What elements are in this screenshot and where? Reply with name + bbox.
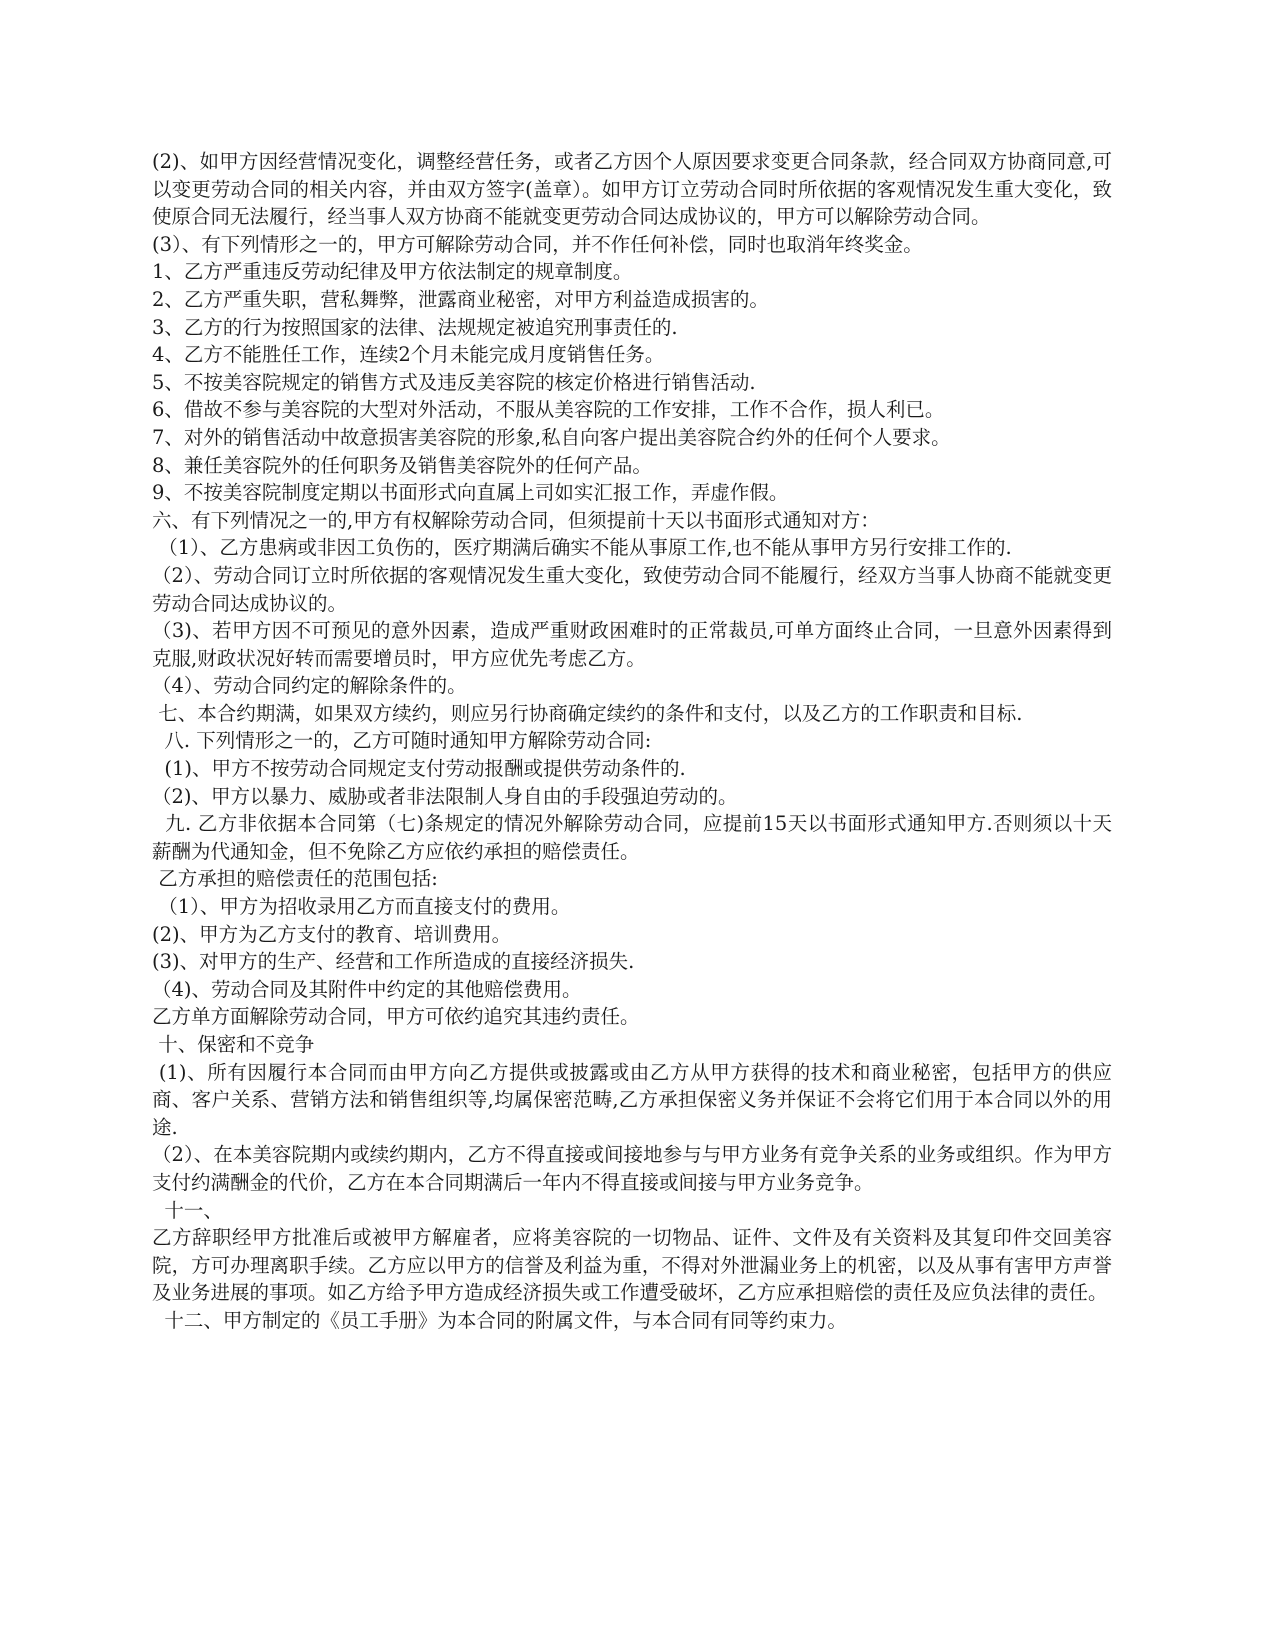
compensation-item-2: (2)、甲方为乙方支付的教育、培训费用。: [152, 922, 512, 946]
section-heading-8: 八. 下列情形之一的，乙方可随时通知甲方解除劳动合同:: [152, 729, 652, 753]
section-6-item-2: （2）、劳动合同订立时所依据的客观情况发生重大变化，致使劳动合同不能履行，经双方当事人协商不能就变更劳动合同达成协议的。: [152, 563, 1112, 615]
section-6-item-3: （3)、若甲方因不可预见的意外因素，造成严重财政困难时的正常裁员,可单方面终止合同，一旦意外因素得到克服,财政状况好转而需要增员时，甲方应优先考虑乙方。: [152, 619, 1112, 670]
section-heading-9: 九. 乙方非依据本合同第（七)条规定的情况外解除劳动合同，应提前15天以书面形式通知甲方.否则须以十天薪酬为代通知金，但不免除乙方应依约承担的赔偿责任。: [152, 812, 1112, 863]
section-8-item-1: (1)、甲方不按劳动合同规定支付劳动报酬或提供劳动条件的.: [152, 757, 686, 781]
section-6-item-1: （1）、乙方患病或非因工负伤的，医疗期满后确实不能从事原工作,也不能从事甲方另行安排工作的.: [152, 536, 1012, 560]
list-item-4: 4、乙方不能胜任工作，连续2个月未能完成月度销售任务。: [152, 343, 665, 367]
paragraph-clause-2: (2)、如甲方因经营情况变化，调整经营任务，或者乙方因个人原因要求变更合同条款，经合同双方协商同意,可以变更劳动合同的相关内容，并由双方签字(盖章）。如甲方订立劳动合同时所依据的客观情况发生重大变化，致使原合同无法履行，经当事人双方协商不能就变更劳动合同达成协议的，甲方可以解除劳动合同。: [152, 150, 1112, 229]
paragraph-clause-3: (3）、有下列情形之一的，甲方可解除劳动合同，并不作任何补偿，同时也取消年终奖金。: [152, 232, 923, 256]
compensation-item-3: (3)、对甲方的生产、经营和工作所造成的直接经济损失.: [152, 950, 635, 974]
compensation-item-1: （1）、甲方为招收录用乙方而直接支付的费用。: [152, 895, 571, 919]
list-item-5: 5、不按美容院规定的销售方式及违反美容院的核定价格进行销售活动.: [152, 370, 756, 394]
section-heading-6: 六、有下列情况之一的,甲方有权解除劳动合同，但须提前十天以书面形式通知对方：: [152, 508, 880, 532]
section-heading-12: 十二、甲方制定的《员工手册》为本合同的附属文件，与本合同有同等约束力。: [152, 1308, 847, 1332]
compensation-scope-heading: 乙方承担的赔偿责任的范围包括:: [152, 867, 438, 891]
section-heading-7: 七、本合约期满，如果双方续约，则应另行协商确定续约的条件和支付，以及乙方的工作职责和目标.: [152, 701, 1023, 725]
section-10-item-1: (1)、所有因履行本合同而由甲方向乙方提供或披露或由乙方从甲方获得的技术和商业秘密，包括甲方的供应商、客户关系、营销方法和销售组织等,均属保密范畴,乙方承担保密义务并保证不会将它们用于本合同以外的用途.: [152, 1060, 1113, 1139]
section-10-item-2: （2）、在本美容院期内或续约期内，乙方不得直接或间接地参与与甲方业务有竞争关系的业务或组织。作为甲方支付约满酬金的代价，乙方在本合同期满后一年内不得直接或间接与甲方业务竞争。: [152, 1143, 1112, 1194]
list-item-9: 9、不按美容院制度定期以书面形式向直属上司如实汇报工作，弄虚作假。: [152, 481, 789, 505]
document-body: [152, 148, 1112, 1335]
list-item-2: 2、乙方严重失职，营私舞弊，泄露商业秘密，对甲方利益造成损害的。: [152, 287, 769, 311]
list-item-8: 8、兼任美容院外的任何职务及销售美容院外的任何产品。: [152, 453, 652, 477]
section-6-item-4: （4）、劳动合同约定的解除条件的。: [152, 674, 467, 698]
list-item-3: 3、乙方的行为按照国家的法律、法规规定被追究刑事责任的.: [152, 315, 678, 339]
section-8-item-2: （2)、甲方以暴力、威胁或者非法限制人身自由的手段强迫劳动的。: [152, 784, 738, 808]
section-heading-10: 十、保密和不竞争: [152, 1033, 315, 1056]
compensation-item-4: （4)、劳动合同及其附件中约定的其他赔偿费用。: [152, 977, 582, 1001]
list-item-7: 7、对外的销售活动中故意损害美容院的形象,私自向客户提出美容院合约外的任何个人要求。: [152, 425, 951, 449]
list-item-6: 6、借故不参与美容院的大型对外活动，不服从美容院的工作安排，工作不合作，损人利已。: [152, 398, 945, 422]
section-11-body: 乙方辞职经甲方批准后或被甲方解雇者，应将美容院的一切物品、证件、文件及有关资料及其复印件交回美容院，方可办理离职手续。乙方应以甲方的信誉及利益为重，不得对外泄漏业务上的机密，以及从事有害甲方声誉及业务进展的事项。如乙方给予甲方造成经济损失或工作遭受破坏，乙方应承担赔偿的责任及应负法律的责任。: [152, 1226, 1112, 1305]
breach-liability-note: 乙方单方面解除劳动合同，甲方可依约追究其违约责任。: [152, 1005, 640, 1029]
section-heading-11: 十一、: [152, 1198, 223, 1222]
list-item-1: 1、乙方严重违反劳动纪律及甲方依法制定的规章制度。: [152, 260, 633, 284]
